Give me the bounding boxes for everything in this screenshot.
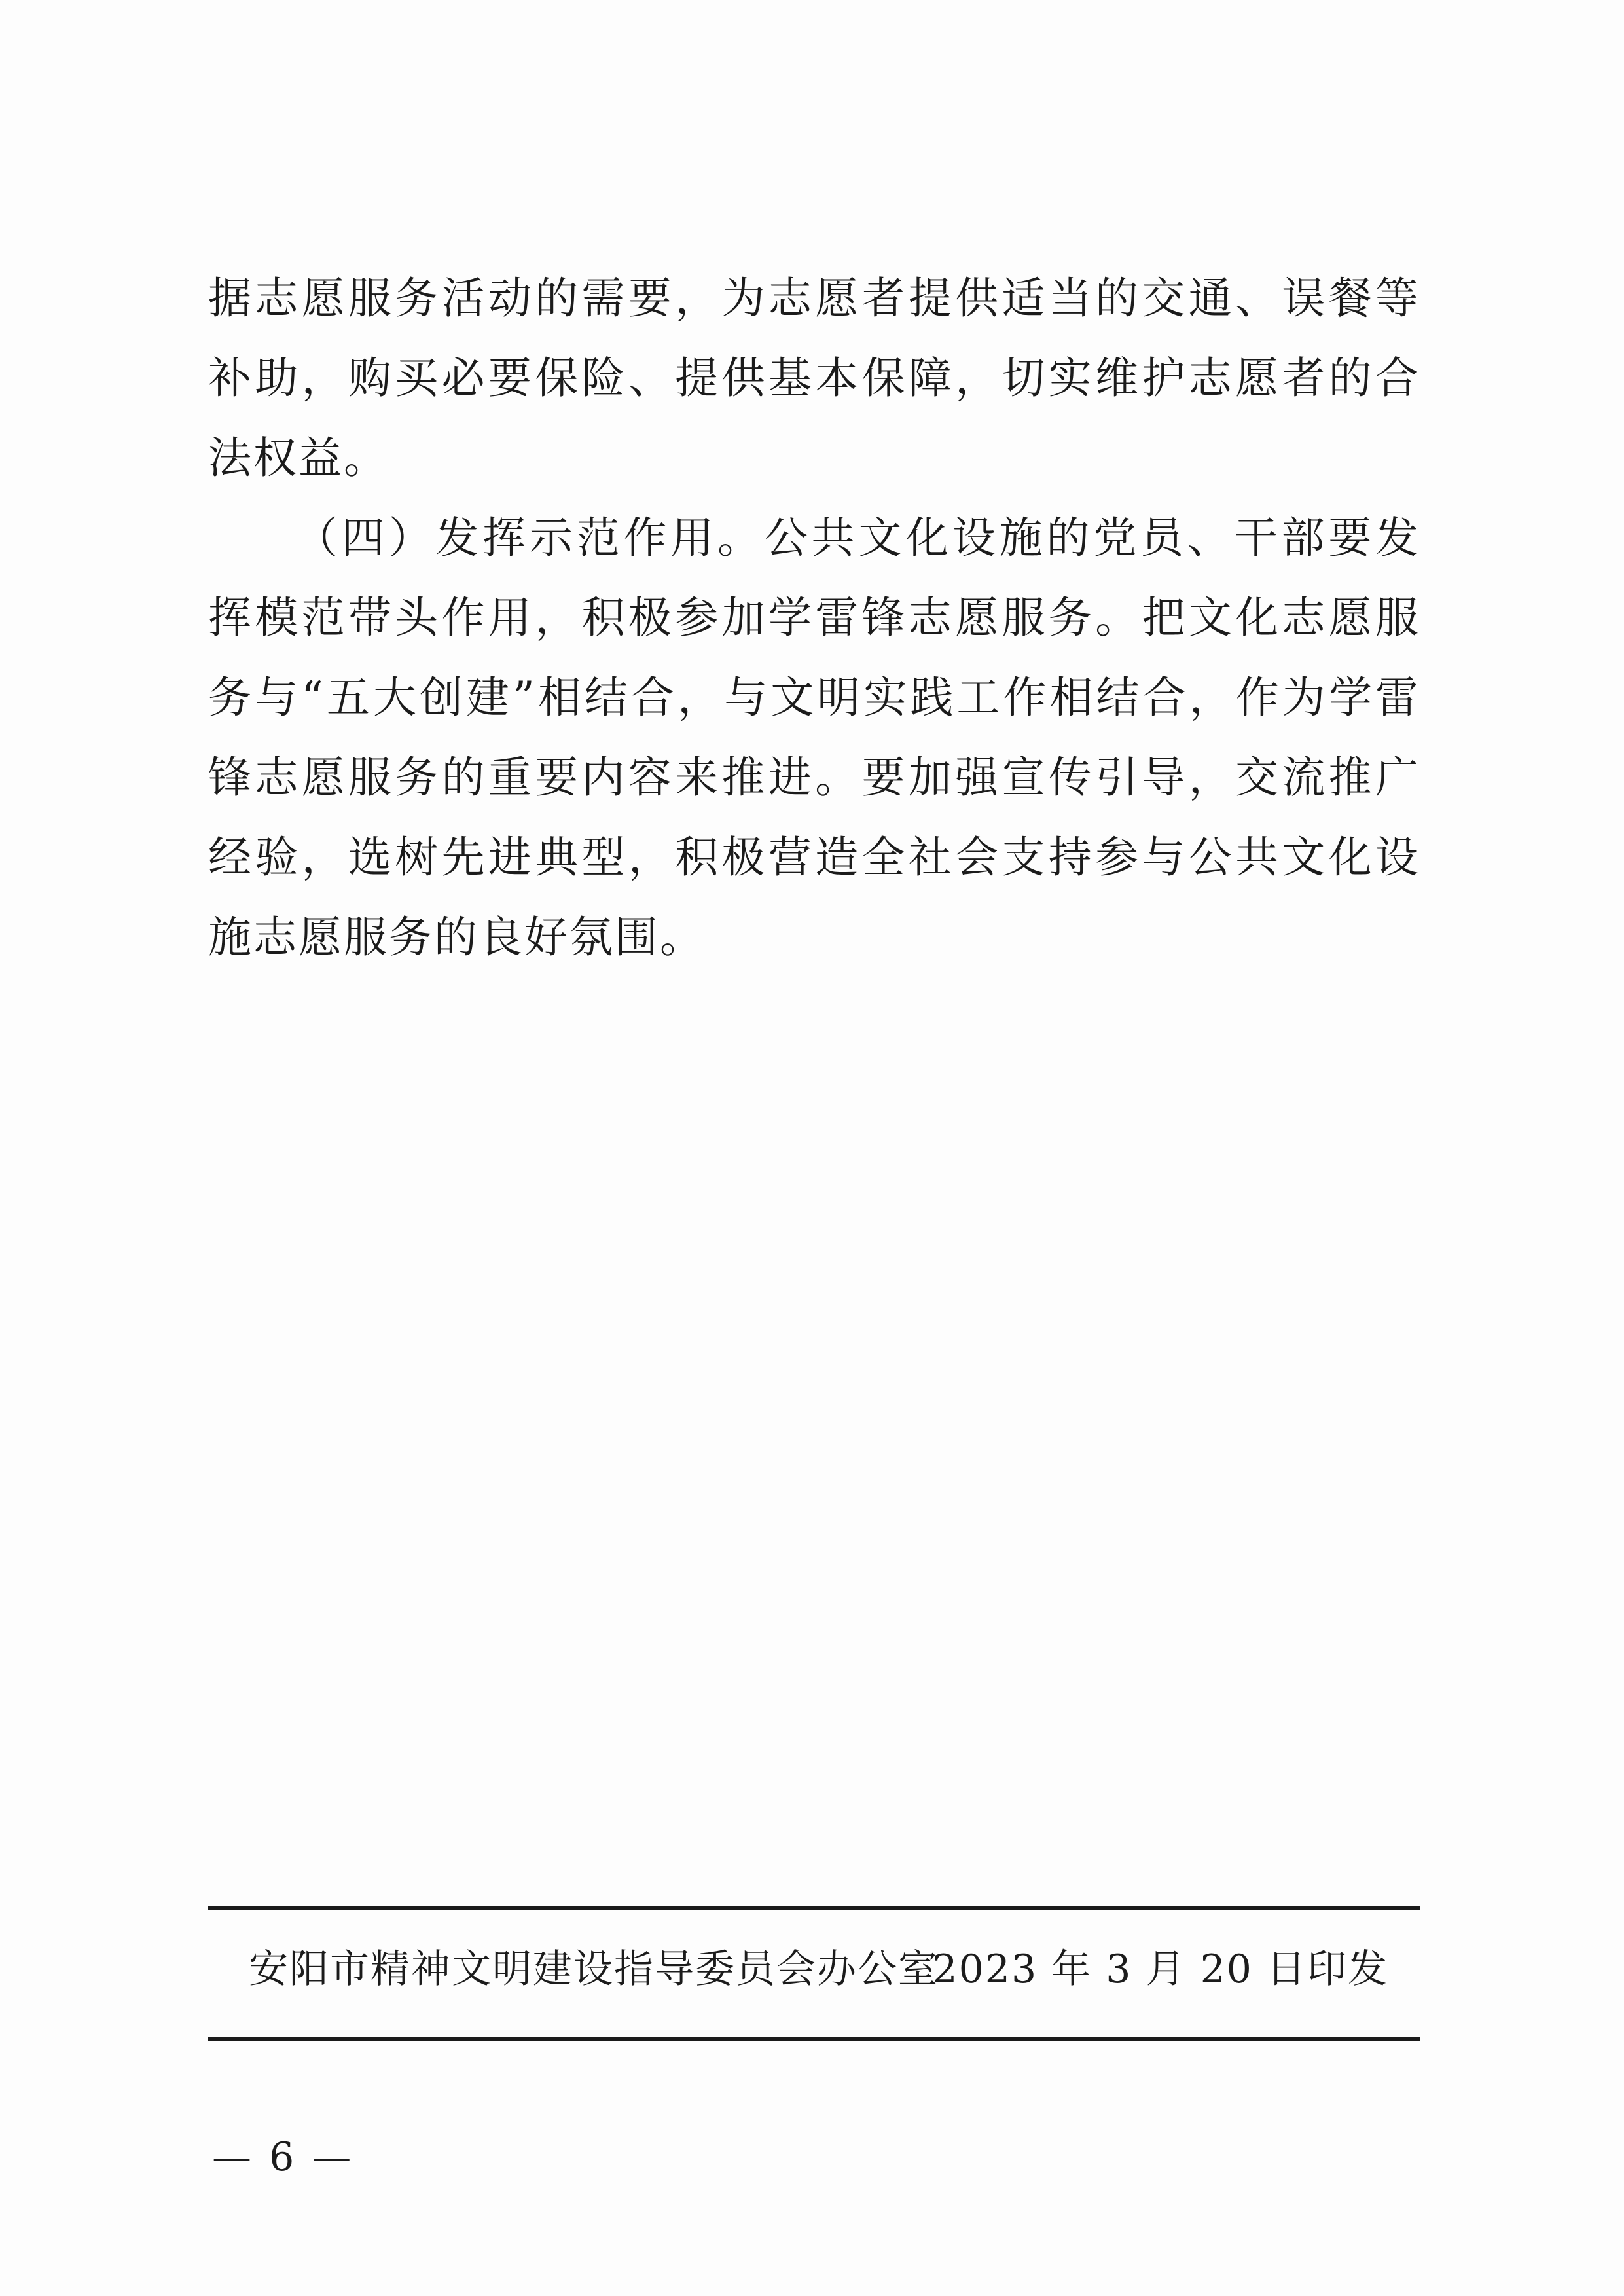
footer-issuer: 安阳市精神文明建设指导委员会办公室: [249, 1946, 939, 1992]
footer-top-rule: [208, 1906, 1420, 1910]
body-text: [208, 259, 1420, 977]
paragraph-section-four: （四）发挥示范作用。公共文化设施的党员、干部要发挥模范带头作用，积极参加学雷锋志愿服务。把文化志愿服务与“五大创建”相结合，与文明实践工作相结合，作为学雷锋志愿服务的重要内容来推进。要加强宣传引导，交流推广经验，选树先进典型，积极营造全社会支持参与公共文化设施志愿服务的良好氛围。: [208, 513, 1420, 962]
page-number: — 6 —: [212, 2134, 354, 2180]
footer-bottom-rule: [208, 2037, 1420, 2041]
footer-issue-date: 2023 年 3 月 20 日印发: [932, 1946, 1388, 1992]
paragraph-continuation: 据志愿服务活动的需要，为志愿者提供适当的交通、误餐等补助，购买必要保险、提供基本保障，切实维护志愿者的合法权益。: [208, 273, 1420, 483]
